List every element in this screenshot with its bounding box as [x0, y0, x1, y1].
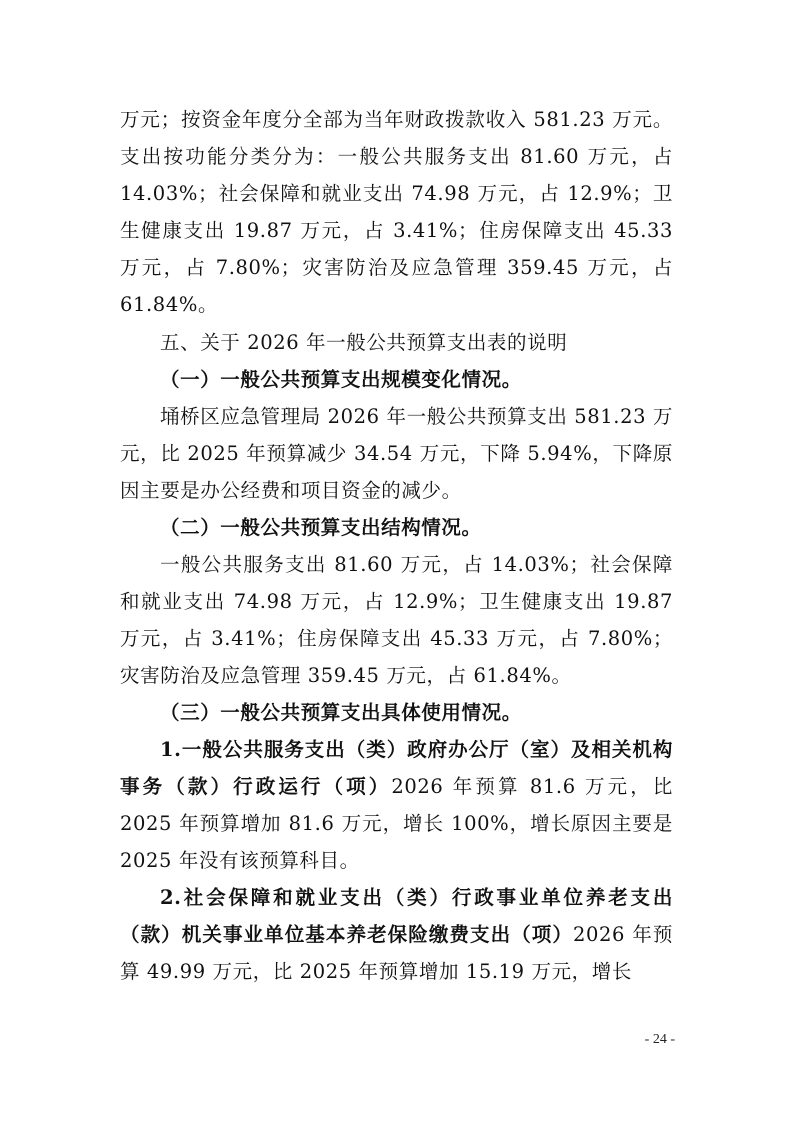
paragraph-scale-change: 埇桥区应急管理局 2026 年一般公共预算支出 581.23 万元，比 2025 年预算减少 34.54 万元，下降 5.94%，下降原因主要是办公经费和项目资金的减少。: [120, 405, 673, 502]
subheading-structure: （二）一般公共预算支出结构情况。: [160, 516, 482, 539]
subheading-specific-use: （三）一般公共预算支出具体使用情况。: [160, 701, 522, 724]
page-number: - 24 -: [644, 1032, 675, 1047]
paragraph-structure: 一般公共服务支出 81.60 万元，占 14.03%；社会保障和就业支出 74.98 万元，占 12.9%；卫生健康支出 19.87 万元，占 3.41%；住房保障支出 45.33 万元，占 7.80%；灾害防治及应急管理 359.45 万元，占 61.84%。: [120, 553, 673, 687]
item-2-title: 2.社会保障和就业支出（类）行政事业单位养老支出（款）机关事业单位基本养老保险缴费支出（项）: [120, 886, 673, 946]
paragraph-item-2: [120, 879, 673, 990]
subheading-scale-change: （一）一般公共预算支出规模变化情况。: [160, 368, 522, 391]
section-heading-five: 五、关于 2026 年一般公共预算支出表的说明: [160, 331, 568, 354]
paragraph-item-1: [120, 731, 673, 879]
item-2-body: 2026 年预算 49.99 万元，比 2025 年预算增加 15.19 万元，增长: [120, 923, 674, 983]
item-1-title: 1.一般公共服务支出（类）政府办公厅（室）及相关机构事务（款）行政运行（项）: [120, 738, 673, 798]
paragraph-income-expense-summary: 万元；按资金年度分全部为当年财政拨款收入 581.23 万元。支出按功能分类分为：一般公共服务支出 81.60 万元，占 14.03%；社会保障和就业支出 74.98 万元，占 12.9%；卫生健康支出 19.87 万元，占 3.41%；住房保障支出 45.33 万元，占 7.80%；灾害防治及应急管理 359.45 万元，占 61.84%。: [120, 108, 673, 316]
item-1-body: 2026 年预算 81.6 万元，比 2025 年预算增加 81.6 万元，增长 100%，增长原因主要是 2025 年没有该预算科目。: [120, 775, 673, 872]
